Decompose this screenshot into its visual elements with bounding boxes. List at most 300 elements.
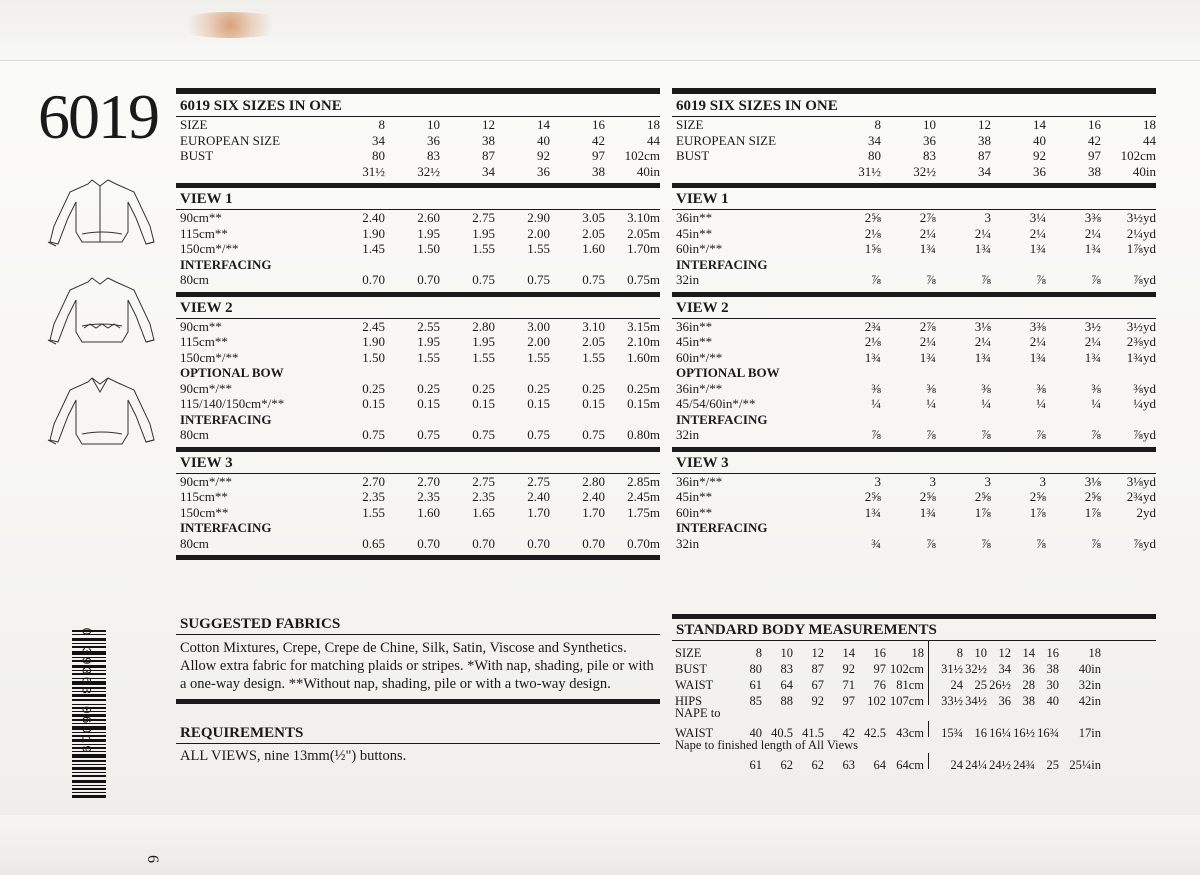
cell: 1.70 xyxy=(582,504,605,520)
row-label: 150cm** xyxy=(180,504,229,520)
cell: 2⅝ xyxy=(864,489,881,504)
cell: 42in xyxy=(1078,694,1101,708)
cell: 87 xyxy=(811,662,824,676)
cell: 44 xyxy=(1143,132,1156,148)
table-row xyxy=(672,536,1156,552)
cell: 34 xyxy=(998,662,1011,676)
table-row xyxy=(176,427,660,443)
cell: 1⅞ xyxy=(974,504,991,520)
row-label: 90cm*/** xyxy=(180,473,232,489)
row-label: 60in*/** xyxy=(676,349,723,365)
header-rule xyxy=(672,88,1156,94)
cell: 2.70 xyxy=(362,473,385,489)
cell: 40.5 xyxy=(771,726,793,740)
cell: 2⅝ xyxy=(974,489,991,504)
cell: ¼yd xyxy=(1133,396,1156,411)
cell: 40 xyxy=(537,132,550,148)
cell: 1.55 xyxy=(582,349,605,365)
row-label: SIZE xyxy=(675,646,702,660)
cell: 1.60 xyxy=(417,504,440,520)
cell: 0.75m xyxy=(627,272,660,287)
cell: 3 xyxy=(984,473,991,489)
cell: 40 xyxy=(749,726,762,740)
cell: 3⅜ xyxy=(1029,318,1046,334)
paper-stain xyxy=(170,12,290,38)
table-row xyxy=(672,226,1156,242)
cell: 3.10 xyxy=(582,318,605,334)
cell: 44 xyxy=(647,132,660,148)
cell: 0.25 xyxy=(472,380,495,396)
cell: 0.15 xyxy=(472,396,495,411)
cell: 34½ xyxy=(965,694,987,708)
cell: ⅜ xyxy=(1036,380,1046,396)
row-label: 36in*/** xyxy=(676,473,723,489)
cell: 81cm xyxy=(896,678,924,692)
table-row xyxy=(672,641,1156,660)
row-label: SIZE xyxy=(180,117,208,132)
row-label: 45/54/60in*/** xyxy=(676,396,756,411)
row-label: 36in** xyxy=(676,210,713,225)
row-label: 32in xyxy=(676,427,700,442)
cell: 2.55 xyxy=(417,318,440,334)
cell: 16½ xyxy=(1013,726,1035,740)
view-3-title: VIEW 3 xyxy=(676,454,729,471)
divider xyxy=(176,743,660,744)
table-row xyxy=(176,396,660,412)
table-row xyxy=(176,350,660,366)
cell: 0.25 xyxy=(362,380,385,396)
optional-bow-heading: OPTIONAL BOW xyxy=(676,365,780,380)
cell: 18 xyxy=(647,117,660,132)
cell: 1¾ xyxy=(1084,241,1101,256)
suggested-fabrics-title: SUGGESTED FABRICS xyxy=(180,616,341,632)
column-separator xyxy=(928,753,939,769)
cell: 38 xyxy=(1022,694,1035,708)
table-row xyxy=(176,536,660,552)
cell: ⅞yd xyxy=(1133,427,1156,442)
cell: 2.00 xyxy=(527,225,550,241)
interfacing-heading: INTERFACING xyxy=(676,520,768,535)
table-row xyxy=(176,319,660,335)
row-label: EUROPEAN SIZE xyxy=(676,132,777,148)
cell: 2.35 xyxy=(362,489,385,504)
cell: 0.75 xyxy=(582,427,605,442)
cell: 61 xyxy=(749,678,762,692)
cell: 8 xyxy=(378,117,385,132)
nape-label: NAPE to xyxy=(675,706,721,720)
cell: 0.70 xyxy=(417,272,440,287)
cell: 64cm xyxy=(896,758,924,772)
european-size-row xyxy=(176,133,660,149)
cell: 12 xyxy=(482,117,495,132)
cell: 0.75 xyxy=(362,427,385,442)
cell: 40 xyxy=(1033,132,1046,148)
cell: ¼ xyxy=(1036,396,1046,411)
cell: 2⅝ xyxy=(864,210,881,225)
row-label: BUST xyxy=(180,148,214,163)
row-label: 80cm xyxy=(180,427,209,442)
cell: 2.00 xyxy=(527,334,550,349)
cell: 3½yd xyxy=(1126,318,1156,334)
cell: 92 xyxy=(1033,148,1046,163)
cell: 3.05 xyxy=(582,210,605,225)
cell: 40 xyxy=(1046,694,1059,708)
table-row xyxy=(176,489,660,505)
cell: 25 xyxy=(1046,758,1059,772)
cell: 87 xyxy=(482,148,495,163)
cell: 41.5 xyxy=(802,726,824,740)
cell: 1¾ xyxy=(974,349,991,365)
cell: 12 xyxy=(811,646,824,660)
interfacing-heading: INTERFACING xyxy=(676,411,768,427)
cell: 14 xyxy=(1033,117,1046,132)
cell: 14 xyxy=(842,646,855,660)
cell: 1.50 xyxy=(417,241,440,256)
cell: ⅜yd xyxy=(1133,380,1156,396)
cell: ⅞yd xyxy=(1133,535,1156,551)
row-label: EUROPEAN SIZE xyxy=(180,132,281,148)
cell: ⅞ xyxy=(1036,427,1046,442)
cell: 1.50 xyxy=(362,349,385,365)
requirements-text: ALL VIEWS, nine 13mm(½") buttons. xyxy=(180,748,407,764)
cell: 1.70m xyxy=(627,241,660,256)
cell: 2.45m xyxy=(627,489,660,504)
cell: 10 xyxy=(923,117,936,132)
row-label: 150cm*/** xyxy=(180,241,239,256)
cell: 16 xyxy=(1046,646,1059,660)
view-1-title: VIEW 1 xyxy=(676,191,729,207)
cell: 10 xyxy=(427,117,440,132)
body-measurements-title: STANDARD BODY MEASUREMENTS xyxy=(676,622,937,638)
table-row xyxy=(672,721,1156,740)
cell: 83 xyxy=(427,148,440,163)
cell: ¾ xyxy=(871,535,881,551)
cell: 85 xyxy=(749,694,762,708)
cell: 38 xyxy=(592,163,605,179)
cell: 62 xyxy=(811,758,824,772)
cell: 0.70 xyxy=(417,535,440,551)
suggested-fabrics-section xyxy=(176,613,660,704)
cell: 2.45 xyxy=(362,318,385,334)
cell: 16 xyxy=(1088,117,1101,132)
cell: 1.60 xyxy=(582,241,605,256)
cell: 1¾ xyxy=(974,241,991,256)
cell: 1.55 xyxy=(417,349,440,365)
cell: 1.60m xyxy=(627,349,660,365)
header-rule xyxy=(176,88,660,94)
cell: 16¾ xyxy=(1037,726,1059,740)
cell: 2¼ xyxy=(1084,225,1101,241)
cell: ¼ xyxy=(1091,396,1101,411)
cell: 0.80m xyxy=(627,427,660,442)
cell: 36 xyxy=(427,132,440,148)
table-row xyxy=(672,753,1156,772)
cell: 40in xyxy=(1078,662,1101,676)
cell: 8 xyxy=(755,646,762,660)
table-row xyxy=(672,474,1156,490)
cell: 0.25 xyxy=(417,380,440,396)
cell: 36 xyxy=(537,163,550,179)
cell: 102cm xyxy=(624,148,660,163)
cell: ⅞ xyxy=(926,272,936,287)
cell: 42.5 xyxy=(864,726,886,740)
cell: 38 xyxy=(1088,163,1101,179)
cell: ⅜ xyxy=(926,380,936,396)
cell: 61 xyxy=(749,758,762,772)
cell: 80 xyxy=(868,148,881,163)
view-2-title: VIEW 2 xyxy=(180,299,233,316)
cell: 1.55 xyxy=(527,241,550,256)
row-label: 45in** xyxy=(676,489,713,504)
table-row xyxy=(672,272,1156,288)
column-separator xyxy=(928,689,939,705)
row-label: 32in xyxy=(676,272,700,287)
cell: 2⅝ xyxy=(1029,489,1046,504)
cell: 0.70 xyxy=(362,272,385,287)
cell: ⅞ xyxy=(981,272,991,287)
cell: 0.15m xyxy=(627,396,660,411)
divider xyxy=(176,634,660,635)
cell: 1.90 xyxy=(362,334,385,349)
cell: 88 xyxy=(780,694,793,708)
table-row xyxy=(672,210,1156,226)
row-label: 115/140/150cm*/** xyxy=(180,396,285,411)
view-3-title: VIEW 3 xyxy=(180,454,233,471)
cell: 2¾ xyxy=(864,318,881,334)
cell: 0.15 xyxy=(417,396,440,411)
cell: 12 xyxy=(978,117,991,132)
row-label: 150cm*/** xyxy=(180,349,239,365)
european-size-row xyxy=(672,133,1156,149)
cell: 2⅜yd xyxy=(1126,334,1156,349)
cell: 16 xyxy=(873,646,886,660)
cell: 2.05 xyxy=(582,225,605,241)
cell: 92 xyxy=(842,662,855,676)
cell: 1¾ xyxy=(919,504,936,520)
table-row xyxy=(672,241,1156,257)
cell: 0.25 xyxy=(582,380,605,396)
cell: 43cm xyxy=(896,726,924,740)
row-label: 90cm*/** xyxy=(180,380,232,396)
imperial-yardage-panel xyxy=(672,88,1156,551)
cell: 42 xyxy=(592,132,605,148)
cell: 32½ xyxy=(913,163,936,179)
cell: 0.75 xyxy=(472,272,495,287)
cell: 97 xyxy=(592,148,605,163)
cell: 18 xyxy=(1088,646,1101,660)
table-row xyxy=(176,334,660,350)
cell: 24½ xyxy=(989,758,1011,772)
cell: ⅞ xyxy=(926,427,936,442)
row-label: SIZE xyxy=(676,117,704,132)
cell: 1.75m xyxy=(627,504,660,520)
cell: ⅞ xyxy=(1091,535,1101,551)
cell: 80 xyxy=(372,148,385,163)
suggested-fabrics-text: Cotton Mixtures, Crepe, Crepe de Chine, Silk, Satin, Viscose and Synthetics. Allow extra fabric for matching plaids or stripes. *With nap, shading, pile or with a one-way design. **Without nap, shading, pile or with a two-way design. xyxy=(180,640,654,692)
cell: 1¾yd xyxy=(1126,349,1156,365)
bust-inches-row xyxy=(672,164,1156,180)
cell: 2.90 xyxy=(527,210,550,225)
cell: 62 xyxy=(780,758,793,772)
cell: 0.70m xyxy=(627,535,660,551)
cell: 16 xyxy=(592,117,605,132)
cell: ⅜ xyxy=(871,380,881,396)
cell: 107cm xyxy=(889,694,924,708)
bottom-mark: 6 xyxy=(144,855,161,863)
cell: 24 xyxy=(950,678,963,692)
cell: 63 xyxy=(842,758,855,772)
cell: 3⅛ xyxy=(1084,473,1101,489)
cell: 2.60 xyxy=(417,210,440,225)
row-label: BUST xyxy=(676,148,710,163)
view-1-title: VIEW 1 xyxy=(180,191,233,207)
row-label: WAIST xyxy=(675,678,714,692)
cell: 38 xyxy=(482,132,495,148)
cell: 2⅛ xyxy=(864,334,881,349)
cell: 1¾ xyxy=(864,349,881,365)
cell: 0.65 xyxy=(362,535,385,551)
cell: 34 xyxy=(482,163,495,179)
cell: 33½ xyxy=(941,694,963,708)
cell: 2¼ xyxy=(1029,225,1046,241)
cell: 2.40 xyxy=(362,210,385,225)
cell: 0.70 xyxy=(472,535,495,551)
cell: 2.85m xyxy=(627,473,660,489)
cell: 2¼ xyxy=(1084,334,1101,349)
cell: 24 xyxy=(950,758,963,772)
cell: 0.75 xyxy=(472,427,495,442)
cell: ⅞ xyxy=(1036,535,1046,551)
cell: 0.25 xyxy=(527,380,550,396)
cell: 0.75 xyxy=(527,427,550,442)
cell: 2.75 xyxy=(472,473,495,489)
cell: 1¾ xyxy=(919,241,936,256)
size-row xyxy=(672,117,1156,133)
row-label: WAIST xyxy=(675,726,714,740)
cell: 102cm xyxy=(889,662,924,676)
cell: 76 xyxy=(873,678,886,692)
row-label: 45in** xyxy=(676,225,713,241)
interfacing-heading: INTERFACING xyxy=(180,256,272,272)
cell: 3⅛ xyxy=(974,318,991,334)
cell: 2¼ xyxy=(919,334,936,349)
cell: 36 xyxy=(923,132,936,148)
cell: 1.70 xyxy=(527,504,550,520)
cell: ⅞ xyxy=(926,535,936,551)
row-label: 80cm xyxy=(180,272,209,287)
table-row xyxy=(176,272,660,288)
cell: 97 xyxy=(873,662,886,676)
requirements-title: REQUIREMENTS xyxy=(180,725,304,741)
cell: 3.00 xyxy=(527,318,550,334)
cell: 3 xyxy=(874,473,881,489)
metric-yardage-panel xyxy=(176,88,660,560)
cell: 16 xyxy=(974,726,987,740)
cell: 36 xyxy=(998,694,1011,708)
cell: 2.35 xyxy=(472,489,495,504)
cell: 28 xyxy=(1022,678,1035,692)
cell: 34 xyxy=(978,163,991,179)
cell: 3½ xyxy=(1084,318,1101,334)
cell: 3 xyxy=(984,210,991,225)
barcode-digits: 0 39363 06019 xyxy=(78,627,94,755)
cell: 87 xyxy=(978,148,991,163)
cell: 0.15 xyxy=(527,396,550,411)
cell: 31½ xyxy=(858,163,881,179)
cell: ⅜ xyxy=(1091,380,1101,396)
cell: 30 xyxy=(1046,678,1059,692)
cell: ⅞ xyxy=(871,427,881,442)
interfacing-heading: INTERFACING xyxy=(676,256,768,272)
cell: ⅞ xyxy=(871,272,881,287)
cell: 2¾yd xyxy=(1126,489,1156,504)
cell: 38 xyxy=(1046,662,1059,676)
cell: 10 xyxy=(780,646,793,660)
row-label: 80cm xyxy=(180,535,209,551)
table-row xyxy=(672,396,1156,412)
table-row xyxy=(672,381,1156,397)
cell: 2⅝ xyxy=(919,489,936,504)
table-row xyxy=(176,210,660,226)
cell: 2.75 xyxy=(527,473,550,489)
cell: 1.55 xyxy=(472,241,495,256)
column-separator xyxy=(928,657,939,673)
cell: 42 xyxy=(1088,132,1101,148)
table-row xyxy=(672,334,1156,350)
view-2-sketch-icon xyxy=(42,270,160,370)
cell: 2⅞ xyxy=(919,210,936,225)
metric-panel-title: 6019 SIX SIZES IN ONE xyxy=(180,98,342,114)
cell: 2.40 xyxy=(527,489,550,504)
row-label: HIPS xyxy=(675,694,703,708)
imperial-panel-title: 6019 SIX SIZES IN ONE xyxy=(676,98,838,114)
bust-row xyxy=(672,148,1156,164)
column-separator xyxy=(928,721,939,737)
cell: 40in xyxy=(1132,163,1156,179)
cell: 102 xyxy=(867,694,886,708)
cell: 2⅝ xyxy=(1084,489,1101,504)
table-row xyxy=(176,241,660,257)
cell: 0.70 xyxy=(527,535,550,551)
cell: 26½ xyxy=(989,678,1011,692)
cell: 34 xyxy=(372,132,385,148)
cell: ⅞ xyxy=(1036,272,1046,287)
cell: 64 xyxy=(780,678,793,692)
cell: 24¼ xyxy=(965,758,987,772)
optional-bow-heading: OPTIONAL BOW xyxy=(180,365,284,380)
cell: 80 xyxy=(749,662,762,676)
cell: 1.95 xyxy=(417,225,440,241)
cell: 1¾ xyxy=(1029,241,1046,256)
requirements-section xyxy=(176,722,660,765)
cell: 2.35 xyxy=(417,489,440,504)
cell: 2.80 xyxy=(472,318,495,334)
cell: 1.55 xyxy=(527,349,550,365)
row-label: 90cm** xyxy=(180,318,222,334)
cell: 34 xyxy=(868,132,881,148)
cell: 2.05 xyxy=(582,334,605,349)
row-label: 36in*/** xyxy=(676,380,723,396)
cell: 2yd xyxy=(1136,504,1156,520)
bust-row xyxy=(176,148,660,164)
view-2-title: VIEW 2 xyxy=(676,299,729,316)
cell: 31½ xyxy=(362,163,385,179)
cell: 18 xyxy=(911,646,924,660)
cell: 14 xyxy=(1022,646,1035,660)
cell: ⅞ xyxy=(1091,427,1101,442)
cell: 3⅛yd xyxy=(1126,473,1156,489)
cell: 2.80 xyxy=(582,473,605,489)
